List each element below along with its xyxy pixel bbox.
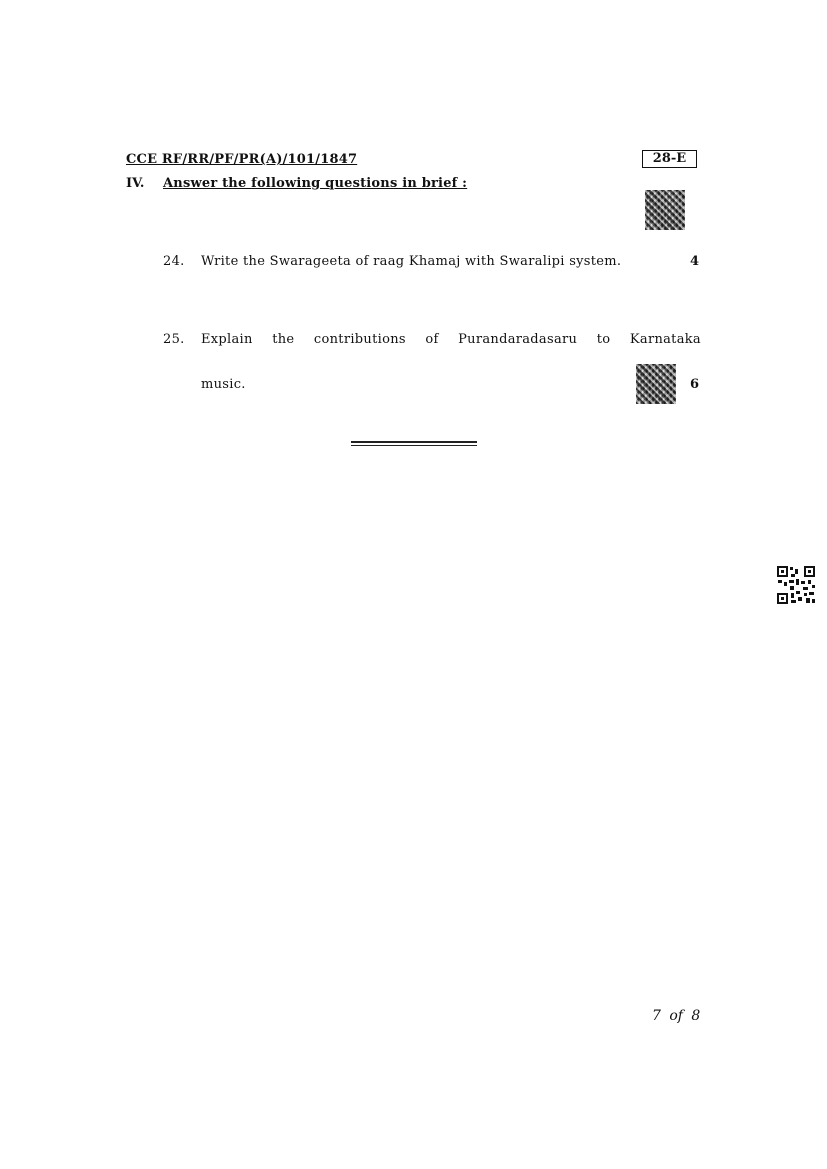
question-25-marks: 6	[690, 377, 700, 392]
document-code: CCE RF/RR/PF/PR(A)/101/1847	[126, 152, 358, 167]
paper-code-box: 28-E	[642, 150, 697, 168]
end-divider	[351, 441, 477, 447]
question-25-number: 25.	[163, 332, 185, 347]
question-code-image-1	[645, 190, 685, 230]
question-24-text: Write the Swarageeta of raag Khamaj with Swaralipi system.	[201, 254, 622, 269]
question-24-number: 24.	[163, 254, 185, 269]
section-title: Answer the following questions in brief :	[163, 176, 468, 191]
section-number: IV.	[126, 176, 145, 191]
question-25-text-line1: Explain the contributions of Purandaradasaru to Karnataka	[201, 332, 701, 347]
question-25-text-line2: music.	[201, 377, 246, 392]
page-number: 7 of 8	[652, 1008, 701, 1024]
qr-code-icon	[776, 565, 816, 605]
question-24-marks: 4	[690, 254, 700, 269]
question-code-image-2	[636, 364, 676, 404]
